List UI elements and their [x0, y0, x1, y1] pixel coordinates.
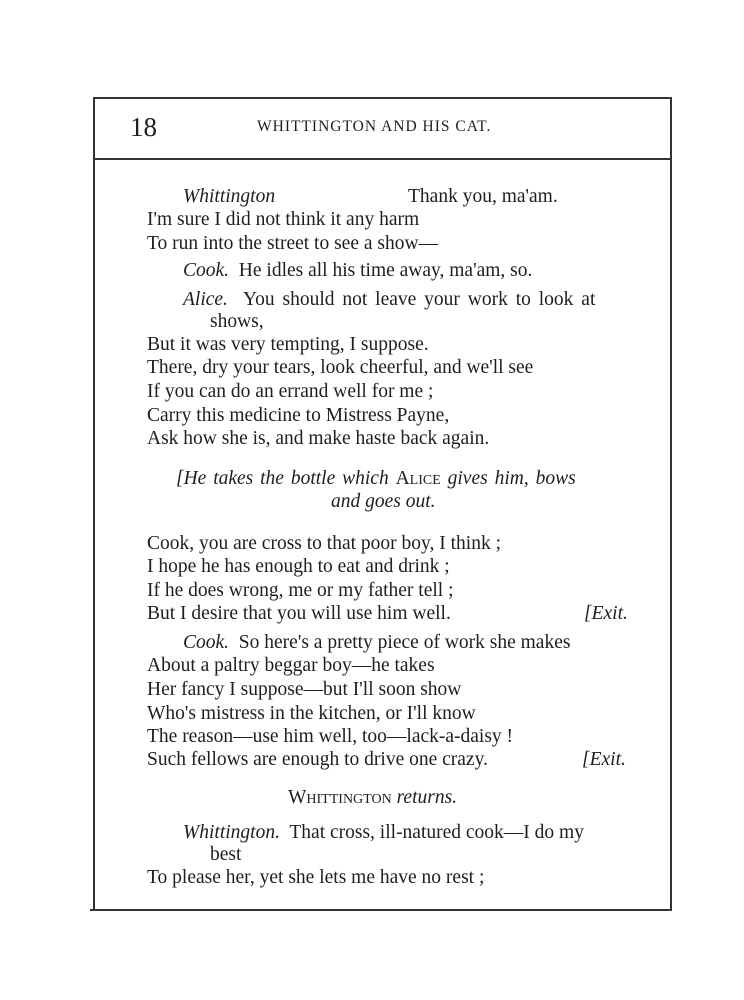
stage-direction-text: gives him, bows	[447, 468, 576, 489]
top-border-rule	[94, 97, 670, 99]
verse-line: Thank you, ma'am.	[408, 186, 558, 207]
header-divider-rule	[94, 158, 672, 160]
speaker-name: Cook.	[183, 260, 230, 281]
speaker-name: Cook.	[183, 632, 230, 653]
verse-line: The reason—use him well, too—lack-a-daisy !	[147, 726, 514, 747]
verse-line: About a paltry beggar boy—he takes	[147, 655, 435, 676]
speaker-name: Whittington.	[183, 822, 280, 843]
verse-line: But it was very tempting, I suppose.	[147, 334, 429, 355]
verse-continuation: best	[210, 844, 242, 865]
verse-line: Ask how she is, and make haste back again.	[147, 428, 490, 449]
exit-direction: [Exit.	[582, 749, 626, 770]
speaker-name: Alice.	[183, 289, 228, 310]
verse-line: To run into the street to see a show—	[147, 233, 439, 254]
running-title: WHITTINGTON AND HIS CAT.	[257, 118, 492, 135]
verse-line: Such fellows are enough to drive one crazy.	[147, 749, 488, 770]
verse-line: Who's mistress in the kitchen, or I'll know	[147, 703, 476, 724]
left-border-rule	[93, 97, 95, 910]
stage-direction	[288, 786, 457, 810]
verse-line: If you can do an errand well for me ;	[147, 381, 434, 402]
verse-line: There, dry your tears, look cheerful, and we'll see	[147, 357, 534, 378]
character-name: Whittington	[288, 787, 392, 808]
stage-direction-text: [He takes the bottle which	[176, 468, 389, 489]
speech-line	[183, 288, 595, 312]
speech-line	[183, 259, 532, 283]
page-number: 18	[130, 112, 157, 142]
verse-line: To please her, yet she lets me have no rest ;	[147, 867, 485, 888]
verse-line: I'm sure I did not think it any harm	[147, 209, 420, 230]
verse-text: He idles all his time away, ma'am, so.	[238, 260, 533, 281]
bottom-border-rule	[90, 909, 672, 911]
verse-line: If he does wrong, me or my father tell ;	[147, 580, 454, 601]
stage-direction	[176, 467, 576, 491]
stage-direction-text: returns.	[396, 787, 458, 808]
right-border-rule	[670, 97, 672, 910]
speech-line	[183, 631, 570, 655]
verse-text: That cross, ill-natured cook—I do my	[289, 822, 584, 843]
speech-line	[183, 821, 584, 845]
character-name: Alice	[395, 468, 441, 489]
speaker-name: Whittington	[183, 186, 276, 207]
verse-continuation: shows,	[210, 311, 264, 332]
verse-text: You should not leave your work to look at	[242, 289, 596, 310]
verse-line: Cook, you are cross to that poor boy, I think ;	[147, 533, 502, 554]
stage-direction-continuation: and goes out.	[331, 491, 436, 512]
verse-line: Her fancy I suppose—but I'll soon show	[147, 679, 462, 700]
verse-line: But I desire that you will use him well.	[147, 603, 451, 624]
verse-line: Carry this medicine to Mistress Payne,	[147, 405, 450, 426]
exit-direction: [Exit.	[584, 603, 628, 624]
verse-text: So here's a pretty piece of work she makes	[238, 632, 571, 653]
verse-line: I hope he has enough to eat and drink ;	[147, 556, 450, 577]
